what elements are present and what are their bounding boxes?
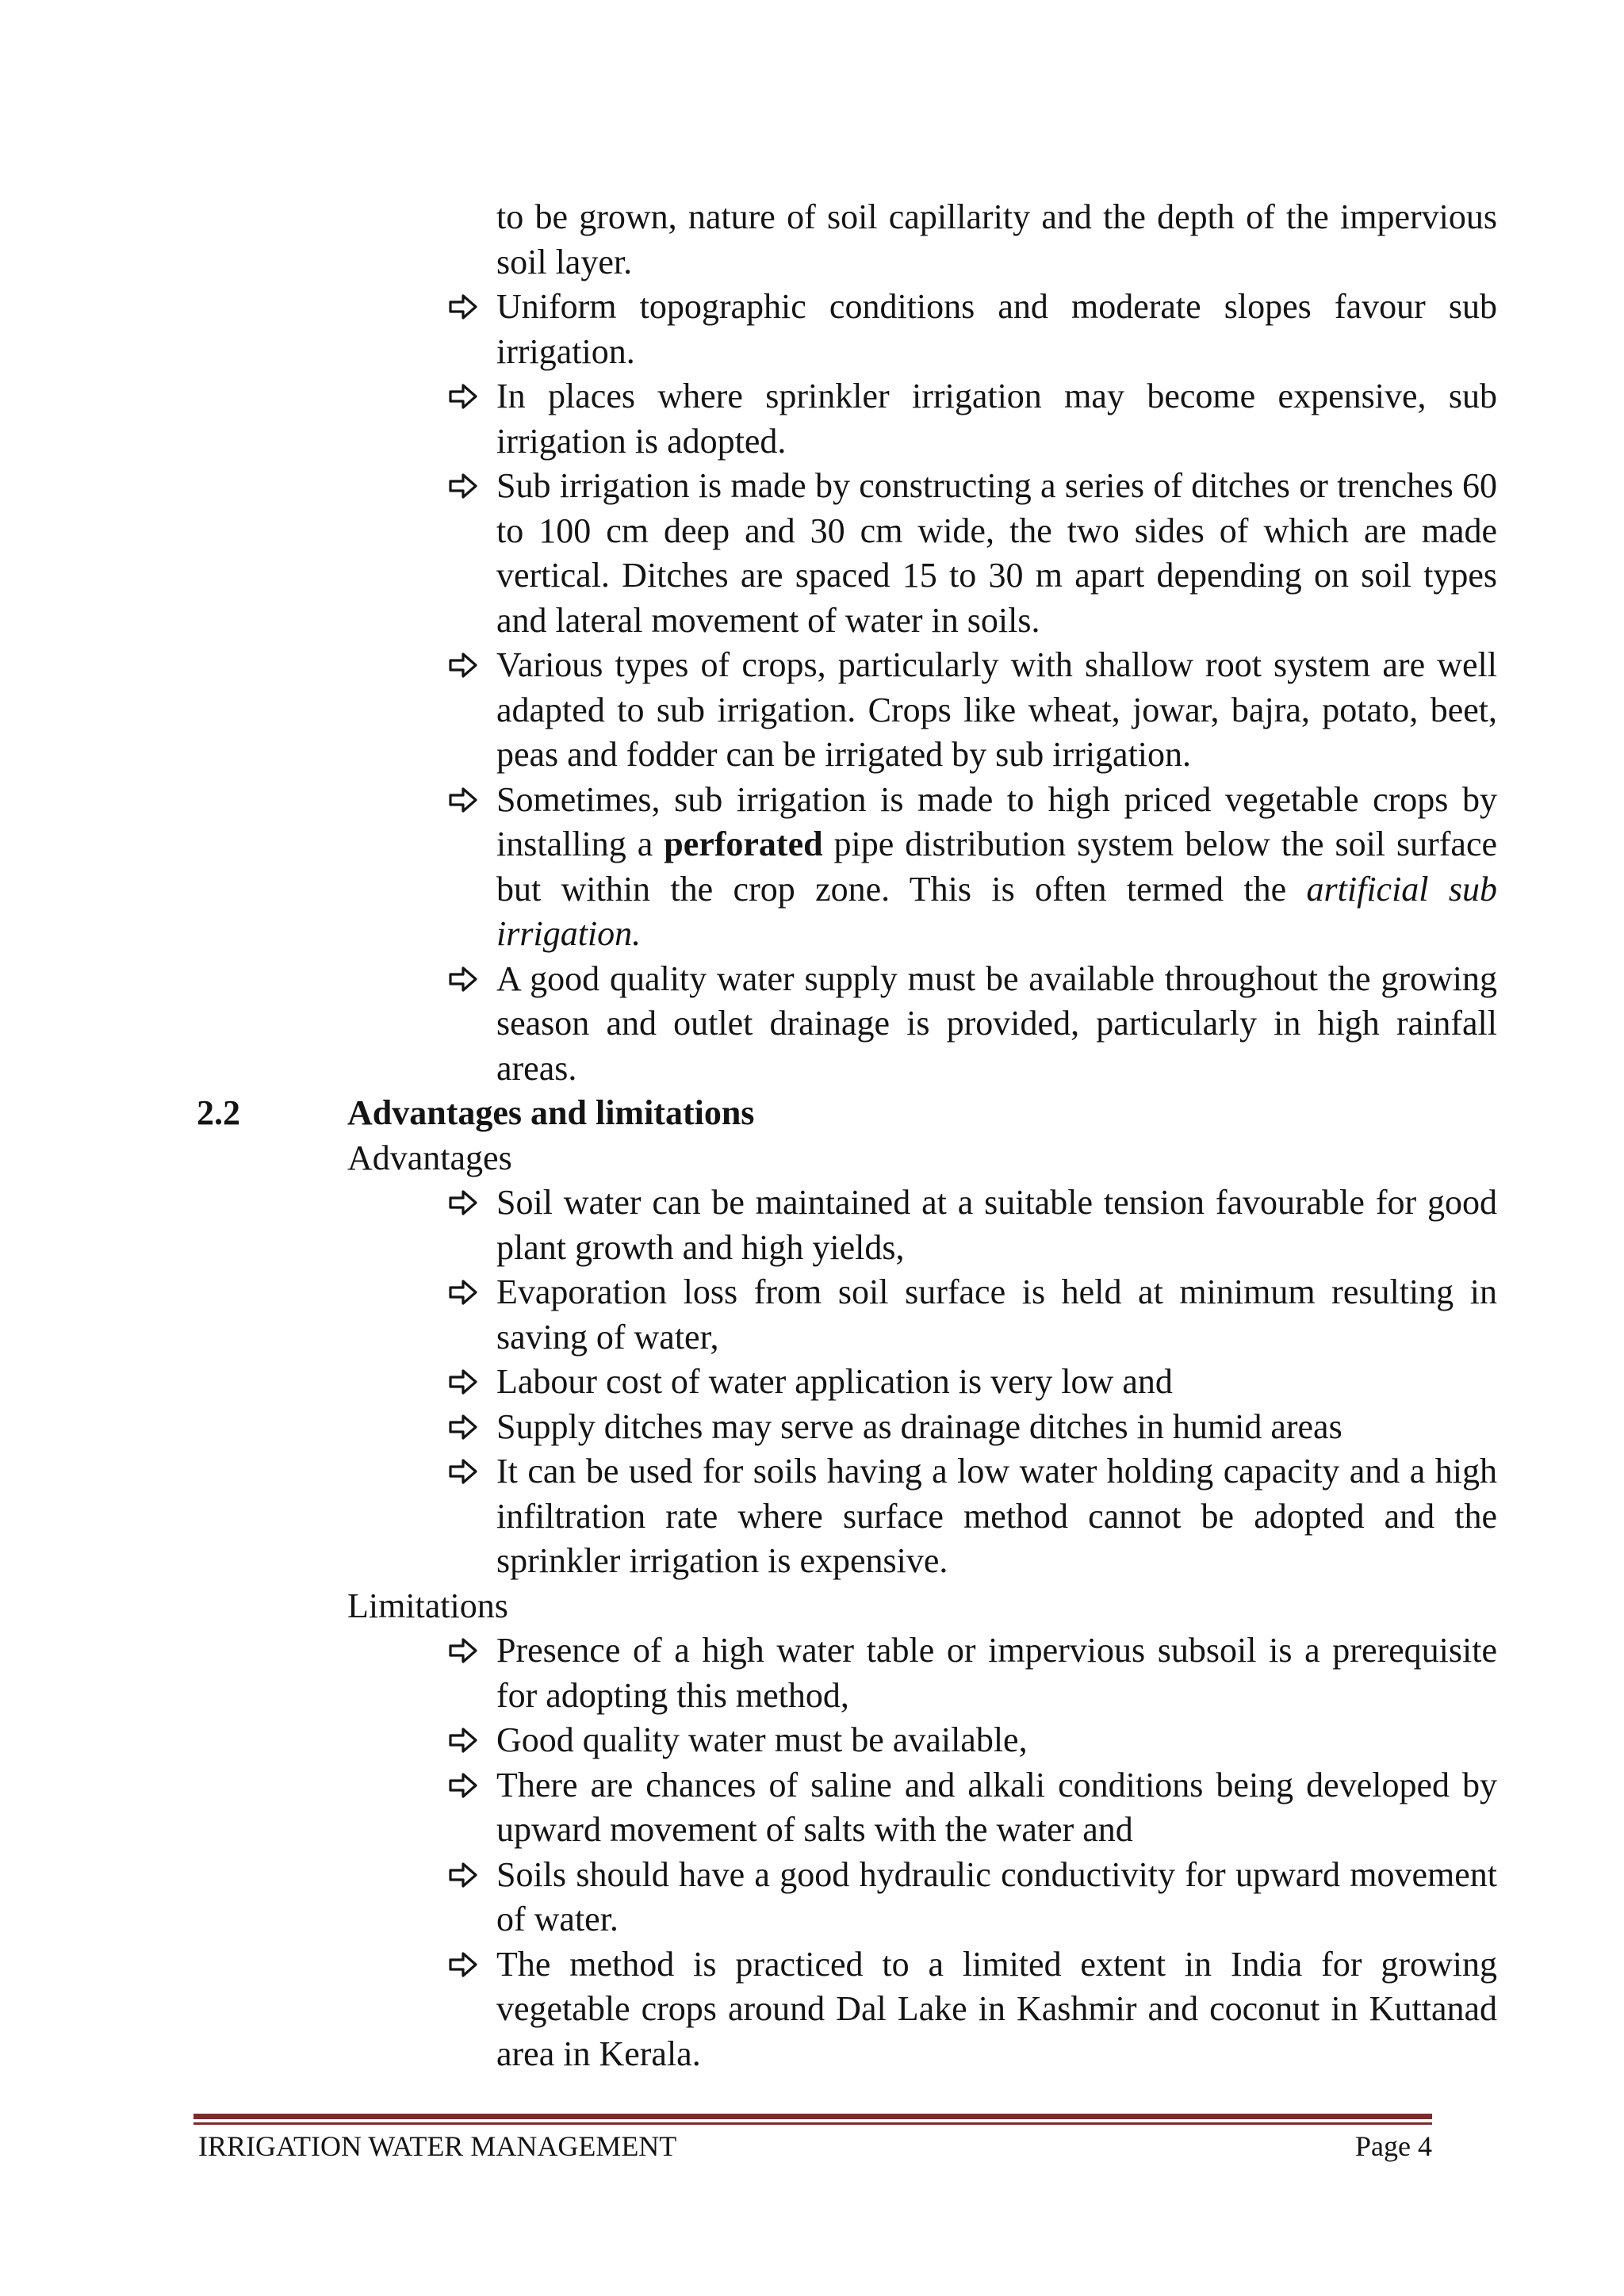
- list-item: [446, 778, 1497, 957]
- list-item-text: Uniform topographic conditions and moderate slopes favour sub irrigation.: [496, 287, 1497, 371]
- advantages-list: [446, 1181, 1497, 1584]
- list-item-text: Various types of crops, particularly with shallow root system are well adapted to sub irrigation. Crops like wheat, jowar, bajra, potato, beet, peas and fodder can be irrigated by sub irrigation.: [496, 645, 1497, 774]
- list-item-text: Soils should have a good hydraulic conductivity for upward movement of water.: [496, 1854, 1497, 1938]
- arrow-bullet-icon: [447, 1726, 479, 1755]
- page-content: [197, 195, 1497, 2076]
- arrow-bullet-icon: [447, 1457, 479, 1486]
- list-item: [446, 1449, 1497, 1584]
- footer-rule-thick: [193, 2114, 1432, 2119]
- list-item-text-part2: pipe distribution system below the soil surface but within the crop zone. This is often termed the: [496, 825, 1498, 909]
- list-item: [446, 464, 1497, 643]
- footer-rule: [193, 2114, 1432, 2125]
- list-item-bold-term: perforated: [664, 825, 823, 863]
- limitations-list: [446, 1628, 1497, 2076]
- footer-rule-thin: [193, 2122, 1432, 2125]
- arrow-bullet-icon: [447, 1413, 479, 1441]
- list-item-text: Supply ditches may serve as drainage ditches in humid areas: [496, 1406, 1342, 1446]
- arrow-bullet-icon: [447, 786, 479, 814]
- section-title: Advantages and limitations: [347, 1093, 755, 1132]
- list-item-text: Sub irrigation is made by constructing a series of ditches or trenches 60 to 100 cm deep and 30 cm wide, the two sides of which are made vertical. Ditches are spaced 15 to 30 m apart depending on soil types and lateral movement of water in soils.: [496, 466, 1497, 640]
- list-item: [446, 1270, 1497, 1360]
- list-item: [446, 285, 1497, 374]
- section-heading: [197, 1091, 1497, 1136]
- list-item-text: It can be used for soils having a low water holding capacity and a high infiltration rate where surface method cannot be adopted and the sprinkler irrigation is expensive.: [496, 1452, 1497, 1580]
- section-number: 2.2: [197, 1093, 240, 1132]
- list-item-text: Presence of a high water table or impervious subsoil is a prerequisite for adopting this method,: [496, 1631, 1497, 1715]
- list-item-text: A good quality water supply must be available throughout the growing season and outlet drainage is provided, particularly in high rainfall areas.: [496, 959, 1497, 1088]
- list-item: [446, 1853, 1497, 1942]
- arrow-bullet-icon: [447, 472, 479, 500]
- list-item-text: In places where sprinkler irrigation may become expensive, sub irrigation is adopted.: [496, 377, 1497, 461]
- list-item: [446, 957, 1497, 1092]
- list-item: [446, 1942, 1497, 2077]
- list-item-text-part1: Sometimes, sub irrigation is made to high priced vegetable crops by installing a: [496, 779, 1497, 863]
- arrow-bullet-icon: [447, 1188, 479, 1217]
- list-item: [446, 1718, 1497, 1763]
- arrow-bullet-icon: [447, 1861, 479, 1889]
- intro-continuation: to be grown, nature of soil capillarity and the depth of the impervious soil layer.: [496, 197, 1497, 281]
- arrow-bullet-icon: [447, 1950, 479, 1979]
- list-item: [446, 1628, 1497, 1718]
- list-item: [446, 643, 1497, 778]
- list-item-text: Good quality water must be available,: [496, 1720, 1028, 1759]
- list-item: [446, 1763, 1497, 1853]
- list-item-text: The method is practiced to a limited extent in India for growing vegetable crops around Dal Lake in Kashmir and coconut in Kuttanad area in Kerala.: [496, 1944, 1497, 2073]
- list-item: [446, 1181, 1497, 1270]
- page-number: Page 4: [1355, 2130, 1432, 2162]
- list-item-italic-term: artificial sub irrigation.: [496, 869, 1498, 953]
- arrow-bullet-icon: [447, 293, 479, 321]
- list-item-text: Soil water can be maintained at a suitable tension favourable for good plant growth and high yields,: [496, 1183, 1497, 1267]
- arrow-bullet-icon: [447, 1636, 479, 1665]
- list-item: [446, 374, 1497, 464]
- advantages-heading: Advantages: [347, 1138, 512, 1177]
- intro-bullet-list: [446, 195, 1497, 1091]
- list-item: [446, 1360, 1497, 1405]
- page-footer: [198, 2129, 1432, 2164]
- arrow-bullet-icon: [447, 651, 479, 679]
- arrow-bullet-icon: [447, 382, 479, 411]
- arrow-bullet-icon: [447, 1771, 479, 1800]
- list-item-text: Evaporation loss from soil surface is held at minimum resulting in saving of water,: [496, 1272, 1497, 1357]
- arrow-bullet-icon: [447, 1368, 479, 1396]
- limitations-heading: Limitations: [347, 1586, 508, 1625]
- arrow-bullet-icon: [447, 965, 479, 993]
- footer-title: IRRIGATION WATER MANAGEMENT: [198, 2130, 677, 2162]
- list-item-text: Labour cost of water application is very low and: [496, 1362, 1173, 1401]
- list-item: [446, 1405, 1497, 1450]
- list-item-text: There are chances of saline and alkali conditions being developed by upward movement of salts with the water and: [496, 1765, 1497, 1849]
- arrow-bullet-icon: [447, 1278, 479, 1307]
